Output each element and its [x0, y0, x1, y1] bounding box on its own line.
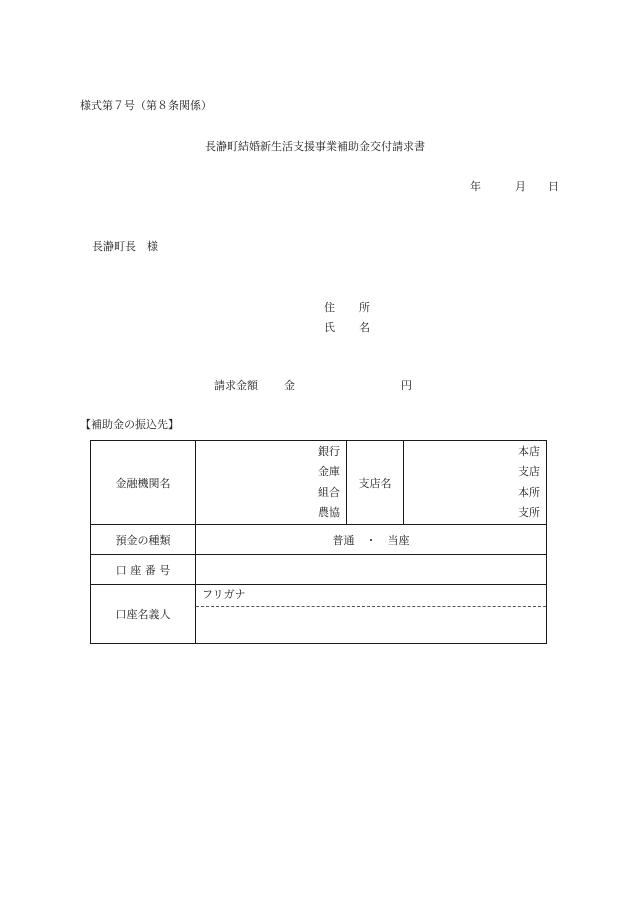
branch-type-honsho: 本所 [518, 485, 540, 499]
account-number-label: 口 座 番 号 [91, 555, 196, 585]
deposit-type-value[interactable]: 普通 ・ 当座 [196, 525, 547, 555]
addressee: 長瀞町長 様 [92, 240, 158, 253]
amount-unit: 円 [401, 379, 412, 392]
bank-transfer-table [90, 440, 547, 644]
institution-type-shinkin: 金庫 [318, 465, 340, 478]
amount-prefix: 金 [284, 379, 295, 392]
account-holder-field[interactable] [196, 585, 547, 644]
branch-type-honten: 本店 [518, 444, 540, 458]
account-holder-row [91, 585, 547, 644]
name-row [324, 318, 370, 338]
institution-types[interactable] [196, 441, 347, 525]
institution-type-bank: 銀行 [318, 444, 340, 458]
address-label-char-1: 住 [324, 301, 335, 314]
name-label-char-1: 氏 [324, 321, 335, 334]
date-line [470, 178, 559, 194]
applicant-block [324, 298, 370, 338]
date-day-label: 日 [548, 180, 559, 193]
account-holder-name-field[interactable] [196, 607, 546, 643]
amount-line [214, 377, 412, 393]
institution-label: 金融機関名 [91, 441, 196, 525]
branch-types[interactable] [404, 441, 547, 525]
document-title: 長瀞町結婚新生活支援事業補助金交付請求書 [205, 140, 425, 153]
account-number-field[interactable] [196, 555, 547, 585]
branch-type-shiten: 支店 [518, 465, 540, 478]
address-row [324, 298, 370, 318]
date-month-label: 月 [515, 180, 526, 193]
address-label-char-2: 所 [359, 301, 370, 314]
furigana-label: フリガナ [196, 585, 546, 607]
amount-label: 請求金額 [214, 379, 258, 392]
deposit-type-row [91, 525, 547, 555]
account-number-row [91, 555, 547, 585]
branch-type-shisho: 支所 [518, 506, 540, 519]
deposit-type-label: 預金の種類 [91, 525, 196, 555]
institution-type-kumiai: 組合 [318, 485, 340, 499]
account-holder-label: 口座名義人 [91, 585, 196, 644]
name-label-char-2: 名 [359, 321, 370, 334]
institution-type-nokyo: 農協 [318, 506, 340, 519]
form-number: 様式第７号（第８条関係） [80, 99, 212, 112]
institution-row [91, 441, 547, 525]
branch-label: 支店名 [347, 441, 404, 525]
section-heading: 【補助金の振込先】 [80, 418, 179, 431]
date-year-label: 年 [470, 180, 481, 193]
